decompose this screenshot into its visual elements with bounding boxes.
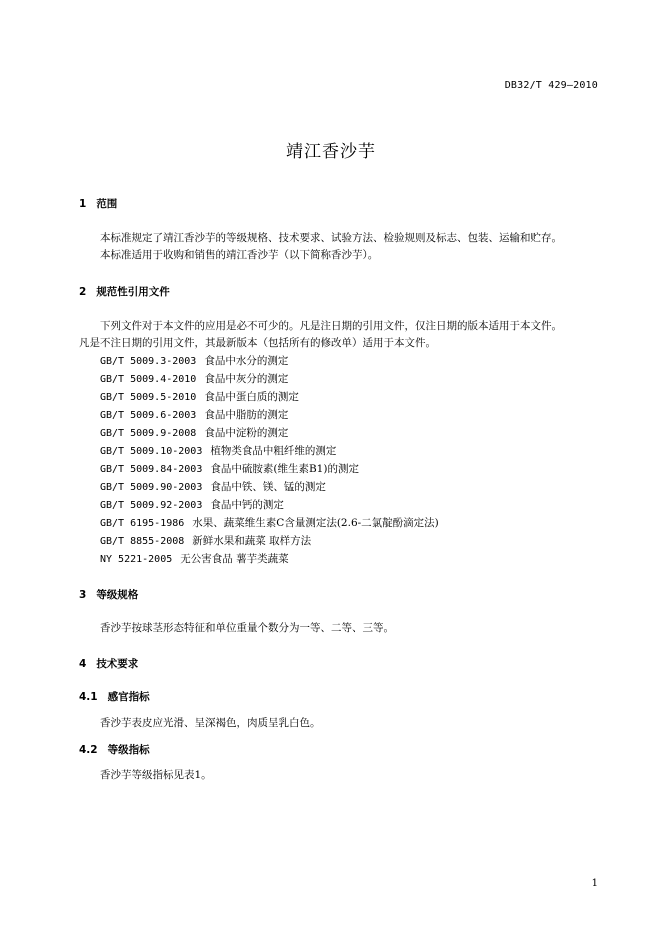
- reference-code: GB/T 5009.84-2003: [100, 464, 203, 475]
- reference-title: 新鲜水果和蔬菜 取样方法: [192, 535, 312, 547]
- reference-code: GB/T 5009.3-2003: [100, 356, 197, 367]
- reference-item: [100, 496, 439, 514]
- subsection-number: 4.1: [79, 691, 98, 703]
- reference-item: [100, 352, 439, 370]
- subsection-title: 感官指标: [107, 691, 150, 703]
- reference-item: [100, 478, 439, 496]
- section-2-intro-line-1: 下列文件对于本文件的应用是必不可少的。凡是注日期的引用文件，仅注日期的版本适用于本文件。: [100, 320, 562, 332]
- document-code: DB32/T 429—2010: [504, 80, 598, 91]
- reference-item: [100, 460, 439, 478]
- section-4-2-heading: [79, 742, 150, 757]
- section-1-paragraph-2: 本标准适用于收购和销售的靖江香沙芋（以下简称香沙芋）。: [100, 249, 379, 261]
- section-2-intro-line-2: 凡是不注日期的引用文件，其最新版本（包括所有的修改单）适用于本文件。: [79, 337, 436, 349]
- document-title: 靖江香沙芋: [286, 142, 376, 162]
- section-1-heading: [79, 196, 117, 211]
- section-number: 1: [79, 198, 87, 210]
- reference-item: [100, 514, 439, 532]
- section-2-heading: [79, 284, 170, 299]
- reference-title: 食品中水分的测定: [204, 355, 289, 367]
- reference-title: 水果、蔬菜维生素C含量测定法(2.6-二氯靛酚滴定法): [192, 517, 439, 529]
- reference-code: GB/T 5009.9-2008: [100, 428, 197, 439]
- reference-code: GB/T 5009.90-2003: [100, 482, 203, 493]
- reference-item: [100, 442, 439, 460]
- reference-title: 无公害食品 薯芋类蔬菜: [180, 553, 289, 565]
- section-title: 范围: [96, 198, 118, 210]
- reference-code: GB/T 5009.92-2003: [100, 500, 203, 511]
- reference-code: GB/T 8855-2008: [100, 536, 185, 547]
- reference-code: GB/T 5009.10-2003: [100, 446, 203, 457]
- section-4-heading: [79, 656, 138, 671]
- reference-code: GB/T 5009.4-2010: [100, 374, 197, 385]
- section-4-1-paragraph: 香沙芋表皮应光滑、呈深褐色，肉质呈乳白色。: [100, 717, 321, 729]
- reference-item: [100, 370, 439, 388]
- reference-code: NY 5221-2005: [100, 554, 173, 565]
- subsection-number: 4.2: [79, 744, 98, 756]
- section-3-heading: [79, 587, 138, 602]
- section-3-paragraph: 香沙芋按球茎形态特征和单位重量个数分为一等、二等、三等。: [100, 622, 394, 634]
- reference-title: 植物类食品中粗纤维的测定: [210, 445, 337, 457]
- subsection-title: 等级指标: [107, 744, 150, 756]
- reference-item: [100, 406, 439, 424]
- reference-title: 食品中硫胺素(维生素B1)的测定: [210, 463, 359, 475]
- reference-title: 食品中钙的测定: [210, 499, 284, 511]
- reference-code: GB/T 5009.5-2010: [100, 392, 197, 403]
- reference-title: 食品中蛋白质的测定: [204, 391, 299, 403]
- reference-item: [100, 532, 439, 550]
- section-4-2-paragraph: 香沙芋等级指标见表1。: [100, 769, 212, 781]
- section-number: 2: [79, 286, 87, 298]
- section-1-paragraph-1: 本标准规定了靖江香沙芋的等级规格、技术要求、试验方法、检验规则及标志、包装、运输和贮存。: [100, 232, 562, 244]
- reference-title: 食品中灰分的测定: [204, 373, 289, 385]
- section-4-1-heading: [79, 689, 150, 704]
- reference-code: GB/T 5009.6-2003: [100, 410, 197, 421]
- reference-item: [100, 424, 439, 442]
- reference-title: 食品中淀粉的测定: [204, 427, 289, 439]
- reference-list: [100, 352, 439, 568]
- page-number: 1: [591, 878, 598, 889]
- section-title: 等级规格: [96, 589, 139, 601]
- reference-item: [100, 388, 439, 406]
- section-number: 3: [79, 589, 87, 601]
- reference-title: 食品中脂肪的测定: [204, 409, 289, 421]
- section-number: 4: [79, 658, 87, 670]
- section-title: 规范性引用文件: [96, 286, 170, 298]
- reference-code: GB/T 6195-1986: [100, 518, 185, 529]
- reference-item: [100, 550, 439, 568]
- reference-title: 食品中铁、镁、锰的测定: [210, 481, 326, 493]
- section-title: 技术要求: [96, 658, 139, 670]
